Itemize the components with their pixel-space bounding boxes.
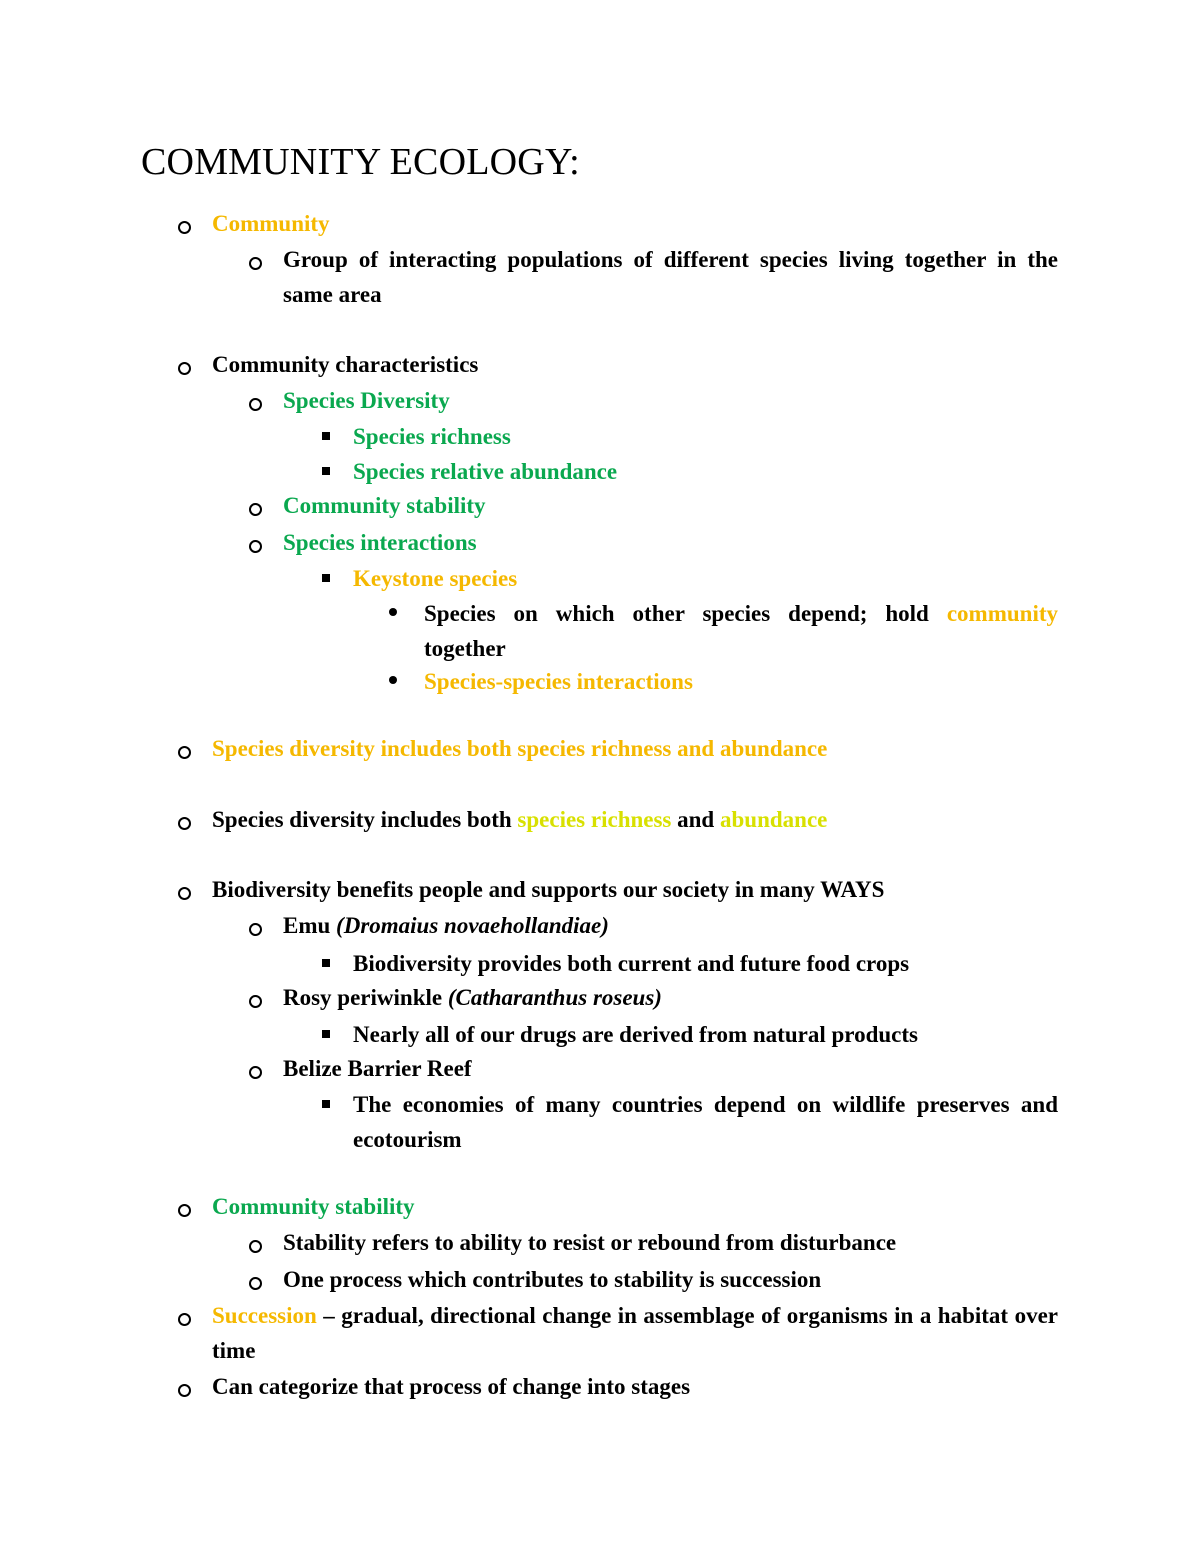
- hollow-circle-bullet-icon: [249, 540, 262, 553]
- list-item-succession: Succession – gradual, directional change in assemblage of organisms in a habitat over time: [212, 1303, 1058, 1363]
- list-item-belize-point: The economies of many countries depend on wildlife preserves and ecotourism: [353, 1092, 1058, 1152]
- list-item-stability-process: One process which contributes to stability is succession: [283, 1267, 822, 1292]
- list-item-species-interactions: Species interactions: [283, 530, 477, 555]
- hollow-circle-bullet-icon: [249, 257, 262, 270]
- filled-dot-bullet-icon: [389, 608, 397, 616]
- square-bullet-icon: [322, 1030, 330, 1038]
- list-item-belize: Belize Barrier Reef: [283, 1056, 472, 1081]
- list-item-diversity-mixed: Species diversity includes both species richness and abundance: [212, 807, 828, 832]
- list-item-biodiversity: Biodiversity benefits people and supports our society in many WAYS: [212, 877, 885, 902]
- hollow-circle-bullet-icon: [178, 887, 191, 900]
- list-item-rosy-periwinkle: Rosy periwinkle (Catharanthus roseus): [283, 985, 662, 1010]
- list-item-keystone-definition: Species on which other species depend; hold community together: [424, 601, 1058, 661]
- list-item-emu: Emu (Dromaius novaehollandiae): [283, 913, 609, 938]
- hollow-circle-bullet-icon: [178, 221, 191, 234]
- hollow-circle-bullet-icon: [178, 1204, 191, 1217]
- list-item-keystone: Keystone species: [353, 566, 518, 591]
- list-item-species-diversity: Species Diversity: [283, 388, 450, 413]
- hollow-circle-bullet-icon: [249, 923, 262, 936]
- list-item-community: Community: [212, 211, 330, 236]
- hollow-circle-bullet-icon: [249, 1240, 262, 1253]
- hollow-circle-bullet-icon: [178, 362, 191, 375]
- list-item-characteristics: Community characteristics: [212, 352, 479, 377]
- filled-dot-bullet-icon: [389, 676, 397, 684]
- page-title: COMMUNITY ECOLOGY:: [141, 141, 580, 183]
- square-bullet-icon: [322, 574, 330, 582]
- list-item-community-stability: Community stability: [283, 493, 486, 518]
- list-item-emu-point: Biodiversity provides both current and future food crops: [353, 951, 910, 976]
- square-bullet-icon: [322, 467, 330, 475]
- hollow-circle-bullet-icon: [178, 1313, 191, 1326]
- hollow-circle-bullet-icon: [178, 1384, 191, 1397]
- hollow-circle-bullet-icon: [249, 503, 262, 516]
- list-item-stability-definition: Stability refers to ability to resist or rebound from disturbance: [283, 1230, 897, 1255]
- hollow-circle-bullet-icon: [249, 995, 262, 1008]
- hollow-circle-bullet-icon: [249, 398, 262, 411]
- list-item-relative-abundance: Species relative abundance: [353, 459, 618, 484]
- list-item-species-richness: Species richness: [353, 424, 511, 449]
- list-item-diversity-orange: Species diversity includes both species richness and abundance: [212, 736, 828, 761]
- hollow-circle-bullet-icon: [178, 746, 191, 759]
- list-item-community-definition: Group of interacting populations of different species living together in the same area: [283, 247, 1058, 307]
- square-bullet-icon: [322, 432, 330, 440]
- list-item-stability-heading: Community stability: [212, 1194, 415, 1219]
- hollow-circle-bullet-icon: [249, 1277, 262, 1290]
- hollow-circle-bullet-icon: [178, 817, 191, 830]
- list-item-rosy-point: Nearly all of our drugs are derived from natural products: [353, 1022, 918, 1047]
- list-item-species-species: Species-species interactions: [424, 669, 693, 694]
- square-bullet-icon: [322, 959, 330, 967]
- square-bullet-icon: [322, 1100, 330, 1108]
- list-item-categorize: Can categorize that process of change into stages: [212, 1374, 691, 1399]
- hollow-circle-bullet-icon: [249, 1066, 262, 1079]
